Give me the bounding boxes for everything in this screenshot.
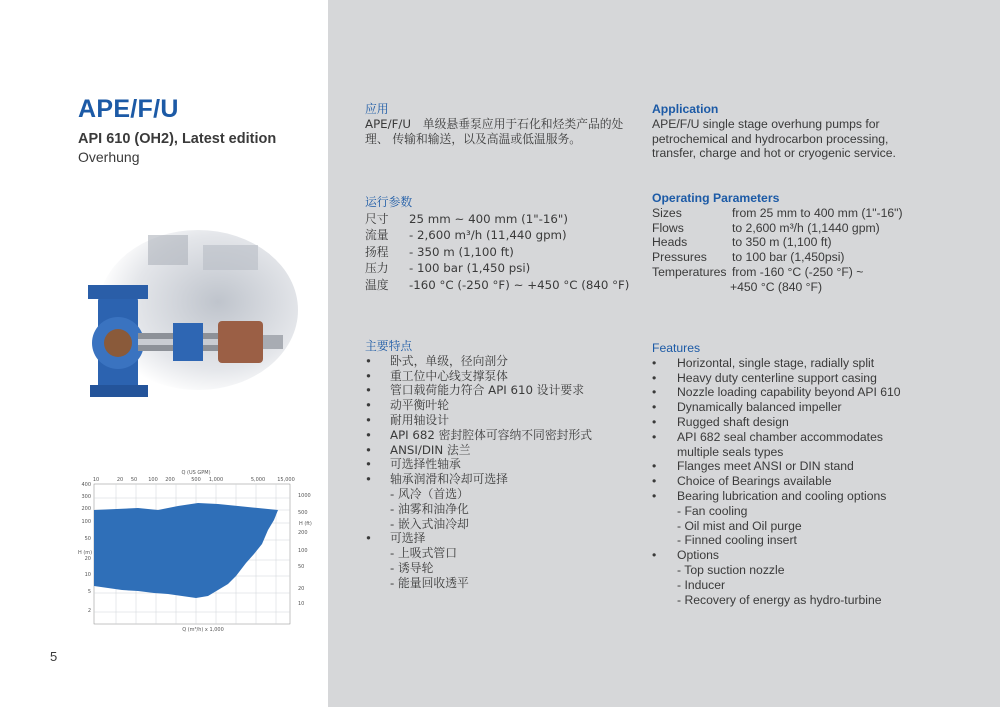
page-title: APE/F/U [78,95,179,123]
cn-op-label: 尺寸 [365,211,389,226]
en-op-label: Temperatures [652,264,727,279]
en-feature-item: • Choice of Bearings available [652,474,901,489]
cn-features-section [365,339,592,591]
chart-right-tick: 200 [298,530,308,536]
cn-op-label: 压力 [365,261,389,275]
chart-left-tick: 300 [81,494,91,500]
chart-top-tick: 500 [191,477,201,483]
en-op-value: to 100 bar (1,450psi) [732,250,845,265]
en-op-value: to 350 m (1,100 ft) [732,235,832,250]
chart-left-tick: 100 [81,519,91,525]
chart-left-tick: 10 [84,572,91,578]
cn-feature-item: • 重工位中心线支撑泵体 [365,369,592,384]
cn-feature-item: • 动平衡叶轮 [365,398,592,413]
cn-feature-item: • 轴承润滑和冷却可选择 [365,472,592,487]
chart-left-tick: 5 [87,589,91,595]
chart-top-tick: 20 [116,477,124,483]
chart-left-tick: 2 [87,608,91,614]
en-op-row [652,265,903,280]
chart-top-tick: 10 [92,477,100,483]
chart-right-unit: H (ft) [299,521,312,527]
en-feature-item: • Options [652,548,901,563]
en-op-label: Heads [652,235,688,250]
en-op-temperature-cont: +450 °C (840 °F) [730,279,823,294]
cn-op-value: - 100 bar (1,450 psi) [409,261,531,275]
cn-op-row [365,260,629,277]
cn-feature-subitem: - 上吸式管口 [390,546,457,561]
en-feature-item: • Nozzle loading capability beyond API 610 [652,385,901,400]
cn-operating-heading: 运行参数 [365,195,413,209]
chart-right-tick: 20 [298,586,305,592]
en-op-value: to 2,600 m³/h (1,1440 gpm) [732,220,880,235]
cn-application-line-2: 理、 传输和输送，以及高温或低温服务。 [365,131,582,146]
en-operating-heading: Operating Parameters [652,191,780,205]
cn-op-row [365,211,629,228]
en-feature-subitem: - Oil mist and Oil purge [677,518,802,533]
en-application-line-3: transfer, charge and hot or cryogenic service. [652,146,896,161]
performance-chart [78,468,310,633]
chart-left-tick: 200 [81,506,91,512]
cn-feature-item: • ANSI/DIN 法兰 [365,443,592,458]
cn-op-label: 温度 [365,277,389,292]
en-feature-subitem: - Inducer [677,577,726,592]
cn-application-section [365,102,623,146]
cn-feature-item: • API 682 密封腔体可容纳不同密封形式 [365,428,592,443]
cn-op-label: 流量 [365,228,389,242]
en-features-heading: Features [652,341,701,355]
cn-op-value: - 350 m (1,100 ft) [409,244,514,259]
cn-feature-subitem: - 嵌入式油冷却 [390,516,469,531]
cn-op-value: 25 mm ~ 400 mm (1"-16") [409,211,568,226]
en-application-line-1: APE/F/U single stage overhung pumps for [652,116,880,131]
chart-top-tick: 200 [165,477,175,483]
page-subtitle-2: Overhung [78,149,140,165]
chart-top-tick: 5,000 [250,477,266,483]
en-application-heading: Application [652,102,719,116]
en-feature-item: • Flanges meet ANSI or DIN stand [652,459,901,474]
cn-op-row [365,277,629,294]
en-features-section [652,341,901,607]
cn-op-value: -160 °C (-250 °F) ~ +450 °C (840 °F) [409,277,630,292]
chart-bottom-label: Q (m³/h) x 1,000 [182,627,224,633]
en-feature-subitem: - Top suction nozzle [677,562,785,577]
en-feature-subitem: multiple seals types [677,444,784,459]
chart-top-tick: 1,000 [208,477,224,483]
right-panel [328,0,1000,707]
en-feature-subitem: - Fan cooling [677,503,748,518]
chart-top-tick: 100 [148,477,158,483]
chart-top-label: Q (US GPM) [181,470,211,476]
en-op-row [652,206,903,221]
chart-right-tick: 500 [298,510,308,516]
chart-right-tick: 50 [298,564,305,570]
cn-features-heading: 主要特点 [365,339,413,353]
cn-feature-item: • 管口载荷能力符合 API 610 设计要求 [365,383,592,398]
cn-operating-section [365,194,629,293]
en-op-value: from -160 °C (-250 °F) ~ [732,264,864,279]
en-feature-item: • API 682 seal chamber accommodates [652,430,901,445]
chart-right-tick: 100 [298,548,308,554]
page-number: 5 [50,649,58,664]
chart-top-tick: 50 [130,477,138,483]
en-feature-item: • Horizontal, single stage, radially split [652,356,901,371]
en-op-row [652,235,903,250]
en-operating-section [652,191,903,295]
cn-op-label: 扬程 [365,244,389,259]
chart-left-unit: H (m) [78,550,93,556]
cn-feature-item: • 卧式，单级，径向剖分 [365,354,592,369]
cn-feature-item: • 可选择 [365,531,592,546]
en-op-value: from 25 mm to 400 mm (1"-16") [732,205,903,220]
en-feature-item: • Heavy duty centerline support casing [652,371,901,386]
en-application-section [652,102,896,161]
en-op-row [652,221,903,236]
cn-application-heading: 应用 [365,102,389,116]
en-feature-item: • Bearing lubrication and cooling options [652,489,901,504]
left-panel [0,0,328,707]
en-op-label: Sizes [652,205,682,220]
en-feature-subitem: - Finned cooling insert [677,533,797,548]
cn-feature-item: • 耐用轴设计 [365,413,592,428]
cn-feature-subitem: - 油雾和油净化 [390,501,469,516]
en-feature-item: • Dynamically balanced impeller [652,400,901,415]
chart-left-tick: 400 [81,482,91,488]
en-feature-item: • Rugged shaft design [652,415,901,430]
cn-feature-subitem: - 风冷（首选） [390,486,469,501]
cn-feature-subitem: - 能量回收透平 [390,575,469,590]
pump-illustration [78,225,293,415]
cn-application-line-1: APE/F/U 单级悬垂泵应用于石化和烃类产品的处 [365,116,624,131]
en-op-row [652,250,903,265]
en-application-line-2: petrochemical and hydrocarbon processing, [652,131,889,146]
chart-top-tick: 15,000 [277,477,295,483]
cn-op-row [365,227,629,244]
cn-feature-item: • 可选择性轴承 [365,457,592,472]
en-op-label: Pressures [652,250,707,265]
chart-left-tick: 50 [84,536,91,542]
en-feature-subitem: - Recovery of energy as hydro-turbine [677,592,882,607]
chart-right-tick: 1000 [298,493,311,499]
en-op-label: Flows [652,220,684,235]
chart-right-tick: 10 [298,601,305,607]
cn-op-value: - 2,600 m³/h (11,440 gpm) [409,228,567,242]
cn-feature-subitem: - 诱导轮 [390,560,434,575]
page-subtitle: API 610 (OH2), Latest edition [78,131,277,147]
cn-op-row [365,244,629,261]
chart-left-tick: 20 [84,556,91,562]
